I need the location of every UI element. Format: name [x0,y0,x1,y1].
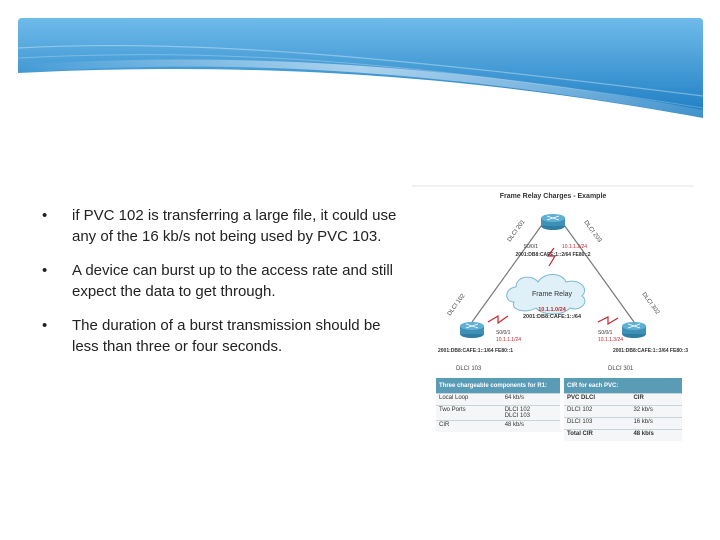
table-cell: CIR [436,421,502,433]
table-cell: CIR [630,394,682,406]
router-ipv4: 10.1.1.1/24 [496,337,522,343]
frame-relay-diagram [412,184,694,446]
router-label-r1: R1 [464,340,472,346]
table-row [564,394,682,406]
chargeable-components-table [436,378,560,432]
header-banner [18,18,703,118]
dlci-label: DLCI 301 [608,366,634,372]
table-row [564,406,682,418]
table-cell: PVC DLCI [564,394,630,406]
table-cell: Two Ports [436,406,502,421]
dlci-label: DLCI 302 [640,291,661,316]
cloud-net-ipv4: 10.1.1.0/24 [538,307,566,313]
router-icon [541,214,565,230]
bullet-text: The duration of a burst transmission should be less than three or four seconds. [72,317,381,355]
cloud-label: Frame Relay [531,291,573,298]
router-label-r2: R2 [549,237,557,243]
table-row [564,418,682,430]
table-row [564,430,682,442]
bullet-item [38,315,408,357]
lightning-icon [488,316,508,323]
dlci-label: DLCI 201 [506,219,527,244]
table-row [436,421,560,433]
bullet-item [38,205,408,247]
lightning-icon [598,317,618,324]
router-iface: S0/0/1 [496,330,511,336]
router-ipv6: 2001:DB8:CAFE:1::2/64 FE80::2 [515,252,591,258]
router-ipv4: 10.1.1.3/24 [598,337,624,343]
bullet-item [38,260,408,302]
dlci-label: DLCI 103 [456,366,482,372]
table-header: CIR for each PVC: [564,378,682,394]
table-cell: 48 kb/s [502,421,560,433]
router-icon [460,322,484,338]
table-cell: 48 kb/s [630,430,682,442]
table-cell: Local Loop [436,394,502,406]
router-label-r3: R3 [634,340,642,346]
diagram-title: Frame Relay Charges - Example [499,193,607,200]
table-cell: 64 kb/s [502,394,560,406]
bullet-dot: • [42,262,48,279]
dlci-label: DLCI 203 [582,219,603,244]
cloud-net-ipv6: 2001:DB8:CAFE:1::/64 [522,314,582,320]
table-row [436,406,560,421]
bullet-list [38,205,408,370]
router-ipv6: 2001:DB8:CAFE:1::3/64 FE80::3 [612,348,688,354]
table-cell: 16 kb/s [630,418,682,430]
table-cell: DLCI 103 [564,418,630,430]
router-iface: S0/0/1 [598,330,613,336]
dlci-label: DLCI 102 [446,293,467,318]
router-ipv4: 10.1.1.2/24 [562,244,588,250]
bullet-text: A device can burst up to the access rate and still expect the data to get through. [72,262,394,300]
table-cell: Total CIR [564,430,630,442]
bullet-text: if PVC 102 is transferring a large file, it could use any of the 16 kb/s not being used by PVC 103. [72,207,397,245]
cir-table [564,378,682,441]
bullet-dot: • [42,207,48,224]
bullet-dot: • [42,317,48,334]
router-icon [622,322,646,338]
table-cell: 32 kb/s [630,406,682,418]
router-iface: S0/0/1 [523,244,538,250]
topology-svg [412,184,694,374]
table-header: Three chargeable components for R1: [436,378,560,394]
table-row [436,394,560,406]
table-cell: DLCI 102 DLCI 103 [502,406,560,421]
router-ipv6: 2001:DB8:CAFE:1::1/64 FE80::1 [438,348,514,354]
table-cell: DLCI 102 [564,406,630,418]
